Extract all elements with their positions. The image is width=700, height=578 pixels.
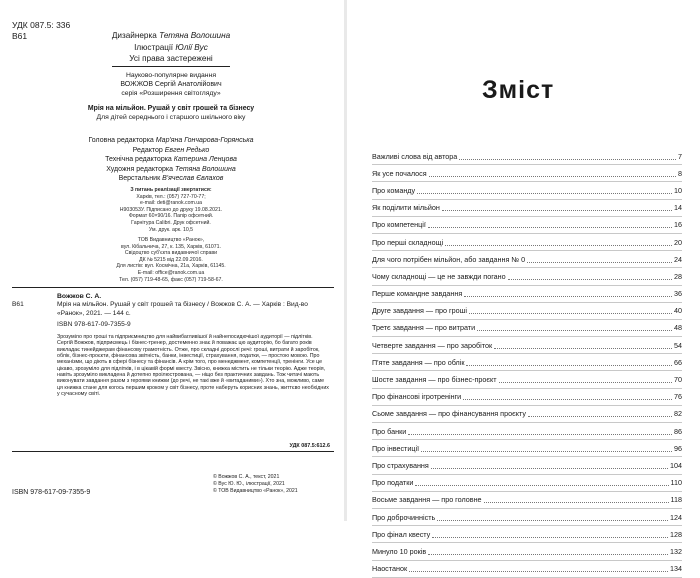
toc-entry[interactable]: [372, 148, 682, 165]
toc-entry-title: Сьоме завдання — про фінансування проєкту: [372, 409, 526, 419]
toc-entry-title: Про фінансові ігротренінги: [372, 392, 462, 402]
credit-line: [0, 30, 342, 42]
card-abstract: Зрозуміло про гроші та підприємництво для найвибагливішої й найнепосидючішої аудиторії — підлітків. Сергій Вожжов, підприємець і бізнес-тренер, достеменно знає й поважає цю аудиторію, бо багато років викладає тинейджерам фінансову грамотність. Отже, про складні дорослі речі: гроші, витрати й заробіток, облік, бізнес-проєкти, фінансова звітність, банки, інвестиції, страхування, податки, — простою мовою. Про механізми, що діють в сфері бізнесу та фінансів. А крім того, про менеджмент, компетенції, тренінги. Усе це цікаво, зрозуміло для підлітків, і в цікавій формі квесту. Звісно, книжка містить не тільки теорію. Адже теорія, навіть зрозуміло викладена й дотепно проілюстрована, — ніщо без практичних завдань. Тож читачі мають виконувати завдання разом з героями книжки (до речі, не такі вже й «витаданими»). Хто зна, можливо, саме ця книжка стане для когось першим кроком у світ бізнесу, проте наберуть корисних знань, життєво необхідних у сучасному світі.: [57, 334, 329, 398]
rights-reserved: Усі права застережені: [129, 54, 213, 63]
card-author: Вожжов С. А.: [57, 293, 102, 300]
toc-entry[interactable]: [372, 268, 682, 285]
toc-entry[interactable]: [372, 492, 682, 509]
editor-name: Мар'яна Гончарова-Горянська: [155, 137, 254, 144]
card-entry: Мрія на мільйон. Рушай у світ грошей та бізнесу / Вожжов С. А. — Харків : Вид-во «Ранок», 2021. — 144 с.: [57, 301, 308, 317]
copyright-line: © Вожжов С. А., текст, 2021: [213, 474, 280, 480]
toc-entry-page: 86: [674, 426, 682, 436]
card-isbn: ISBN 978-617-09-7355-9: [57, 321, 131, 328]
udk-index: В61: [12, 31, 28, 41]
page-gutter: [344, 0, 347, 521]
toc-entry-page: 24: [674, 254, 682, 264]
toc-entry-title: Друге завдання — про гроші: [372, 306, 467, 316]
dot-leader: [464, 290, 672, 297]
toc-entry[interactable]: [372, 337, 682, 354]
contents-page: [350, 0, 700, 574]
editor-line: [0, 155, 342, 165]
toc-entry-title: Як усе почалося: [372, 168, 427, 178]
toc-entry-page: 14: [674, 203, 682, 213]
copyright-line: © Вус Ю. Ю., ілюстрації, 2021: [213, 480, 285, 487]
dot-leader: [428, 548, 668, 555]
toc-entry[interactable]: [372, 389, 682, 406]
editor-role: Художня редакторка: [106, 165, 174, 173]
editor-name: Тетяна Волошина: [174, 165, 236, 173]
toc-entry[interactable]: [372, 526, 682, 543]
dot-leader: [499, 376, 672, 383]
toc-entry-page: 104: [670, 460, 682, 470]
toc-entry-title: Перше командне завдання: [372, 289, 463, 299]
toc-entry[interactable]: [372, 354, 682, 371]
toc-entry-title: Восьме завдання — про головне: [372, 495, 482, 505]
card-index: В61: [12, 301, 24, 308]
toc-entry[interactable]: [372, 423, 682, 440]
toc-entry[interactable]: [372, 217, 682, 234]
toc-entry-page: 20: [674, 237, 682, 247]
toc-entry-title: Про доброчинність: [372, 512, 436, 522]
toc-entry-title: Про інвестиції: [372, 443, 420, 453]
toc-entry[interactable]: [372, 561, 682, 578]
toc-entry-page: 16: [674, 220, 682, 230]
toc-entry[interactable]: [372, 234, 682, 251]
editor-name: Катерина Ленцова: [173, 156, 237, 164]
divider-line: [112, 66, 230, 67]
toc-entry[interactable]: [372, 303, 682, 320]
toc-entry[interactable]: [372, 509, 682, 526]
toc-entry[interactable]: [372, 286, 682, 303]
dot-leader: [469, 307, 672, 314]
toc-entry-page: 54: [674, 340, 682, 350]
dot-leader: [429, 170, 676, 177]
toc-entry-title: Важливі слова від автора: [372, 151, 458, 161]
toc-entry-title: П'яте завдання — про облік: [372, 357, 465, 367]
dot-leader: [477, 324, 672, 331]
toc-entry-page: 124: [670, 512, 682, 522]
editor-role: Верстальник: [118, 175, 161, 183]
dot-leader: [494, 342, 672, 349]
toc-entry-title: Про фінал квесту: [372, 529, 431, 539]
book-title: Мрія на мільйон. Рушай у світ грошей та бізнесу: [87, 104, 255, 112]
dot-leader: [421, 445, 672, 452]
credits: [0, 30, 342, 65]
toc-entry-title: Шосте завдання — про бізнес-проєкт: [372, 375, 497, 385]
credit-name: Юлії Вус: [175, 42, 208, 52]
toc-entry-title: Четверте завдання — про заробіток: [372, 340, 493, 350]
dot-leader: [408, 428, 672, 435]
book-info: [0, 71, 342, 122]
toc-entry-title: Минуло 10 років: [372, 546, 427, 556]
dot-leader: [432, 531, 668, 538]
toc-entry-page: 118: [670, 495, 682, 505]
dot-leader: [428, 221, 672, 228]
series: серія «Розширення світогляду»: [121, 90, 221, 98]
info-line: Гарнітура Calibri. Друк офсетний.: [131, 219, 211, 226]
card-udk: УДК 087.5:612.6: [289, 443, 330, 449]
info-line: ДК № 5215 від 22.09.2016.: [139, 256, 203, 263]
toc-entry-page: 10: [674, 185, 682, 195]
toc-entry[interactable]: [372, 320, 682, 337]
toc-entry-page: 36: [674, 289, 682, 299]
info-line: Н903053У. Підписано до друку 19.08.2021.: [119, 206, 223, 213]
editor-line: [0, 146, 342, 156]
info-line: Свідоцтво суб'єкта видавничої справи: [124, 250, 218, 257]
toc-entry-page: 110: [670, 478, 682, 488]
toc-entry[interactable]: [372, 457, 682, 474]
toc-entry-page: 134: [670, 564, 682, 574]
dot-leader: [409, 565, 668, 572]
editor-role: Редактор: [132, 146, 163, 154]
toc-entry-page: 128: [670, 529, 682, 539]
toc-entry[interactable]: [372, 200, 682, 217]
toc-entry[interactable]: [372, 406, 682, 423]
editor-role: Технічна редакторка: [105, 156, 172, 164]
publisher-info: [0, 237, 342, 283]
toc-entry-title: Про перші складнощі: [372, 237, 444, 247]
credit-label: Ілюстрації: [134, 42, 174, 52]
info-line: Формат 60×90/16. Папір офсетний.: [128, 213, 214, 220]
editor-line: [0, 136, 342, 146]
dot-leader: [415, 479, 668, 486]
editor-role: Головна редакторка: [88, 137, 154, 144]
toc-entry-page: 132: [670, 546, 682, 556]
dot-leader: [442, 204, 672, 211]
credit-label: Дизайнерка: [111, 31, 157, 40]
dot-leader: [459, 153, 676, 160]
dot-leader: [466, 359, 672, 366]
dot-leader: [484, 496, 669, 503]
toc-entry-page: 8: [678, 168, 682, 178]
toc-entry-title: Про команду: [372, 185, 416, 195]
contents-title: Зміст: [482, 76, 555, 104]
dot-leader: [437, 514, 668, 521]
dot-leader: [445, 239, 672, 246]
toc-entry[interactable]: [372, 440, 682, 457]
info-line: e-mail: deti@ranok.com.ua: [139, 200, 203, 207]
dot-leader: [508, 273, 672, 280]
dot-leader: [527, 256, 672, 263]
audience: Для дітей середнього і старшого шкільного віку: [96, 113, 246, 121]
toc-entry-title: Про компетенції: [372, 220, 426, 230]
editor-name: В'ячеслав Євлахов: [162, 175, 224, 183]
genre: Науково-популярне видання: [126, 72, 216, 79]
dot-leader: [431, 462, 668, 469]
toc-entry[interactable]: [372, 165, 682, 182]
isbn: ISBN 978-617-09-7355-9: [12, 489, 91, 496]
editor-name: Евген Редько: [164, 146, 210, 154]
toc-entry[interactable]: [372, 475, 682, 492]
dot-leader: [417, 187, 672, 194]
toc-entry-page: 66: [674, 357, 682, 367]
author-name: ВОЖЖОВ Сергій Анатолійович: [120, 81, 222, 89]
toc-entry[interactable]: [372, 251, 682, 268]
info-line: ТОВ Видавництво «Ранок»,: [137, 237, 205, 243]
info-line: вул. Кібальчича, 27, к. 135, Харків, 61071.: [121, 243, 221, 250]
toc-entry-title: Чому складнощі — це не завжди погано: [372, 271, 506, 281]
credit-line: [0, 42, 342, 54]
info-line: Тел. (057) 719-48-65, факс (057) 719-58-67.: [119, 276, 223, 283]
toc-entry-page: 70: [674, 375, 682, 385]
info-line: Для листів: вул. Космічна, 21а, Харків, 61145.: [116, 263, 226, 270]
toc-entry-page: 7: [678, 151, 682, 161]
copyrights: [213, 474, 298, 494]
toc-entry-title: Про податки: [372, 478, 414, 488]
toc-entry-page: 76: [674, 392, 682, 402]
credit-name: Тетяна Волошина: [159, 31, 231, 40]
udk-line: УДК 087.5: 336: [12, 20, 71, 30]
toc-entry-page: 82: [674, 409, 682, 419]
toc-entry-page: 28: [674, 271, 682, 281]
info-line: E-mail: office@ranok.com.ua: [137, 269, 205, 276]
copyright-page: [0, 0, 342, 521]
toc-entry-page: 48: [674, 323, 682, 333]
toc-entry[interactable]: [372, 371, 682, 388]
card-bottom-rule: [12, 451, 334, 452]
toc-entry[interactable]: [372, 182, 682, 199]
toc-entry[interactable]: [372, 543, 682, 560]
toc-entry-title: Як поділити мільйон: [372, 203, 440, 213]
editor-line: [0, 165, 342, 175]
editor-line: [0, 174, 342, 184]
info-line: З питань реалізації звертатися:: [130, 187, 212, 193]
realization-info: [0, 187, 342, 233]
editors: [0, 136, 342, 184]
dot-leader: [463, 393, 672, 400]
toc-entry-title: Третє завдання — про витрати: [372, 323, 476, 333]
info-line: Харків, тел.: (057) 727-70-77;: [136, 193, 206, 200]
copyright-line: © ТОВ Видавництво «Ранок», 2021: [213, 487, 298, 494]
dot-leader: [528, 410, 672, 417]
info-line: Ум. друк. арк. 10,5: [148, 226, 194, 233]
toc-entry-title: Про страхування: [372, 460, 429, 470]
toc-entry-title: Для чого потрібен мільйон, або завдання № 0: [372, 254, 526, 264]
toc-entry-title: Наостанок: [372, 564, 408, 574]
table-of-contents: [372, 148, 682, 578]
toc-entry-title: Про банки: [372, 426, 407, 436]
card-top-rule: [12, 287, 334, 288]
toc-entry-page: 96: [674, 443, 682, 453]
toc-entry-page: 40: [674, 306, 682, 316]
